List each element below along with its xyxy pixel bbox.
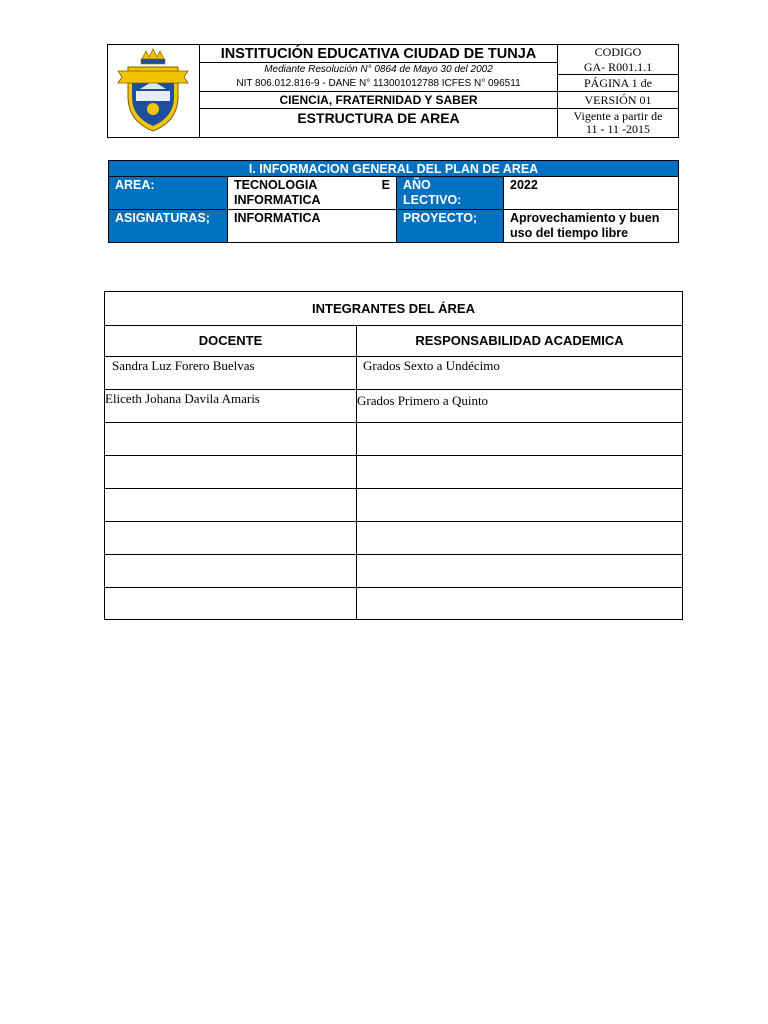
responsibility-cell <box>357 423 682 456</box>
resolution-line: Mediante Resolución N° 0864 de Mayo 30 del 2002 <box>264 64 493 75</box>
teacher-cell: Eliceth Johana Davila Amaris <box>105 390 357 423</box>
institution-motto: CIENCIA, FRATERNIDAD Y SABER <box>200 92 557 109</box>
responsibility-cell <box>357 456 682 489</box>
version-label: VERSIÓN 01 <box>558 92 678 109</box>
logo-cell <box>108 45 200 137</box>
col-header-responsibility: RESPONSABILIDAD ACADEMICA <box>357 326 682 357</box>
project-value-line2: uso del tiempo libre <box>510 226 629 240</box>
teacher-cell <box>105 588 357 619</box>
table-row <box>105 357 682 390</box>
institution-name: INSTITUCIÓN EDUCATIVA CIUDAD DE TUNJA <box>200 45 557 63</box>
code-label: CODIGO <box>594 45 642 59</box>
valid-from <box>558 109 678 137</box>
table-row <box>105 489 682 522</box>
general-info-title: I. INFORMACION GENERAL DEL PLAN DE AREA <box>109 161 678 177</box>
teacher-cell <box>105 489 357 522</box>
responsibility-cell <box>357 555 682 588</box>
project-value <box>504 210 678 242</box>
table-row <box>105 390 682 423</box>
nit-dane-icfes-line: NIT 806.012.816-9 - DANE N° 113001012788 ICFES N° 096511 <box>200 77 557 92</box>
general-info-table <box>108 160 679 243</box>
teacher-cell: Sandra Luz Forero Buelvas <box>105 357 357 390</box>
responsibility-cell <box>357 588 682 619</box>
area-value-word2: INFORMATICA <box>234 193 321 207</box>
school-year-label-1: AÑO <box>403 178 431 192</box>
table-row <box>105 423 682 456</box>
teacher-cell <box>105 423 357 456</box>
school-year-label-2: LECTIVO: <box>403 193 462 207</box>
col-header-teacher: DOCENTE <box>105 326 357 357</box>
subjects-label: ASIGNATURAS; <box>109 210 228 242</box>
header-right-meta <box>558 45 678 137</box>
area-value-word1: TECNOLOGIA <box>234 178 318 192</box>
responsibility-cell: Grados Sexto a Undécimo <box>357 357 682 390</box>
document-title: ESTRUCTURA DE AREA <box>297 110 460 126</box>
teacher-cell <box>105 456 357 489</box>
school-year-value: 2022 <box>504 177 678 210</box>
teacher-cell <box>105 555 357 588</box>
school-year-label <box>397 177 504 210</box>
responsibility-cell <box>357 489 682 522</box>
responsibility-cell <box>357 522 682 555</box>
members-title: INTEGRANTES DEL ÁREA <box>105 292 682 326</box>
table-row <box>105 555 682 588</box>
document-header <box>107 44 679 138</box>
area-members-table <box>104 291 683 620</box>
project-label: PROYECTO; <box>397 210 504 242</box>
responsibility-cell: Grados Primero a Quinto <box>357 390 682 423</box>
table-row <box>105 588 682 619</box>
school-crest-logo <box>108 45 198 135</box>
valid-from-label: Vigente a partir de <box>573 109 663 123</box>
table-row <box>105 522 682 555</box>
teacher-cell <box>105 522 357 555</box>
page-number: PÁGINA 1 de <box>558 75 678 92</box>
code-value: GA- R001.1.1 <box>558 60 678 75</box>
subjects-value: INFORMATICA <box>228 210 397 242</box>
header-middle <box>200 45 558 137</box>
area-label: AREA: <box>109 177 228 210</box>
project-value-line1: Aprovechamiento y buen <box>510 211 660 225</box>
valid-from-date: 11 - 11 -2015 <box>585 122 651 136</box>
area-value-conj: E <box>381 178 390 192</box>
table-row <box>105 456 682 489</box>
area-value <box>228 177 397 210</box>
